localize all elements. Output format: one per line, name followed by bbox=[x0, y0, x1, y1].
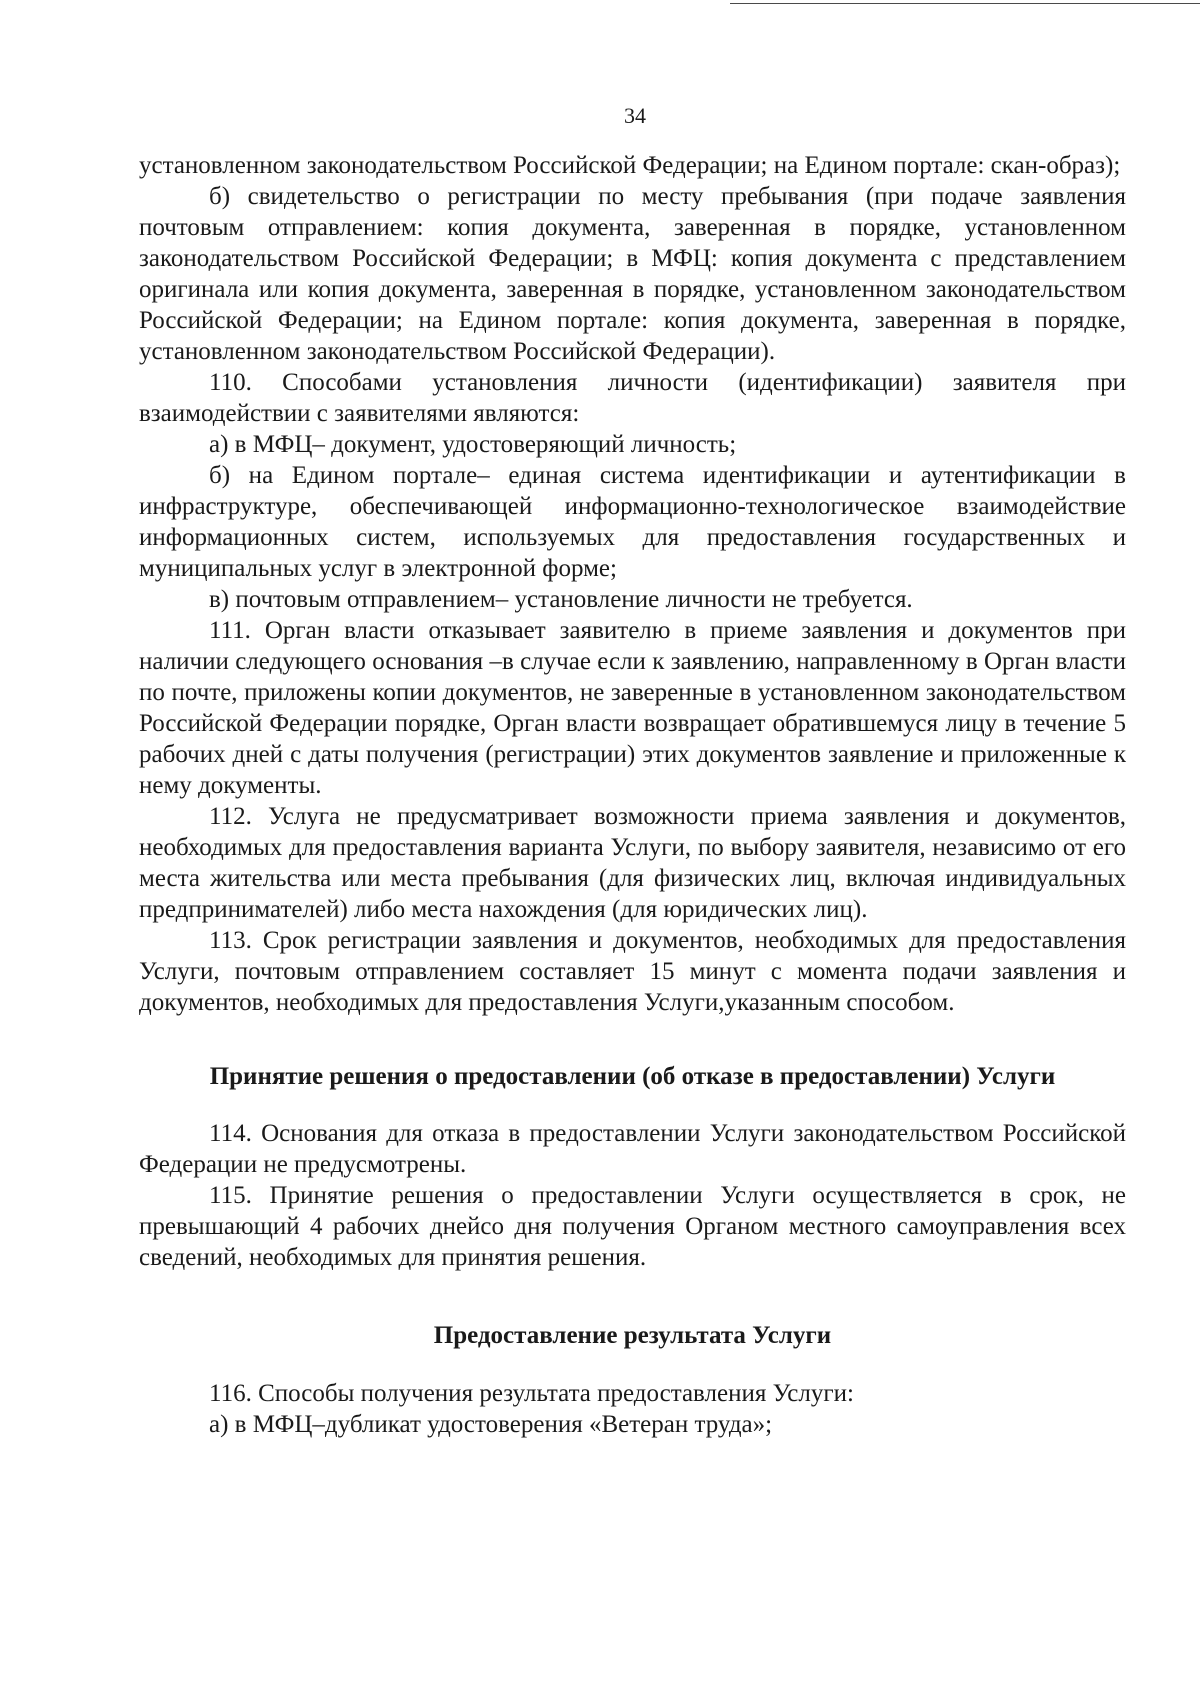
page-number: 34 bbox=[624, 103, 646, 128]
paragraph-111: 111. Орган власти отказывает заявителю в приеме заявления и документов при наличии следующего основания –в случае если к заявлению, направленному в Орган власти по почте, приложены копии документов, не заверенные в установленном законодательством Российской Федерации порядке, Орган власти возвращает обратившемуся лицу в течение 5 рабочих дней с даты получения (регистрации) этих документов заявление и приложенные к нему документы. bbox=[139, 617, 1126, 799]
paragraph-continuation: установленном законодательством Российской Федерации; на Едином портале: скан-образ); bbox=[139, 152, 1121, 179]
section-mid bbox=[139, 1118, 1126, 1273]
document-body bbox=[139, 150, 1126, 1440]
paragraph-110-a: а) в МФЦ– документ, удостоверяющий личность; bbox=[209, 431, 737, 458]
paragraph-item-b-residence: б) свидетельство о регистрации по месту пребывания (при подаче заявления почтовым отправлением: копия документа, заверенная в порядке, установленном законодательством Российской Федерации; в МФЦ: копия документа с представлением оригинала или копия документа, заверенная в порядке, установленном законодательством Российской Федерации; на Едином портале: копия документа, заверенная в порядке, установленном законодательством Российской Федерации). bbox=[139, 183, 1126, 365]
paragraph-112: 112. Услуга не предусматривает возможности приема заявления и документов, необходимых для предоставления варианта Услуги, по выбору заявителя, независимо от его места жительства или места пребывания (для физических лиц, включая индивидуальных предпринимателей) либо места нахождения (для юридических лиц). bbox=[139, 803, 1126, 923]
section-heading-result: Предоставление результата Услуги bbox=[433, 1322, 832, 1349]
paragraph-110-c: в) почтовым отправлением– установление личности не требуется. bbox=[209, 586, 913, 613]
paragraph-110: 110. Способами установления личности (идентификации) заявителя при взаимодействии с заявителями являются: bbox=[139, 369, 1126, 427]
paragraph-113: 113. Срок регистрации заявления и документов, необходимых для предоставления Услуги, почтовым отправлением составляет 15 минут с момента подачи заявления и документов, необходимых для предоставления Услуги,указанным способом. bbox=[139, 927, 1126, 1016]
section-heading-decision: Принятие решения о предоставлении (об отказе в предоставлении) Услуги bbox=[209, 1063, 1056, 1090]
section-top bbox=[139, 150, 1126, 1018]
paragraph-116-a: а) в МФЦ–дубликат удостоверения «Ветеран труда»; bbox=[209, 1411, 773, 1438]
paragraph-115: 115. Принятие решения о предоставлении Услуги осуществляется в срок, не превышающий 4 рабочих днейсо дня получения Органом местного самоуправления всех сведений, необходимых для принятия решения. bbox=[139, 1182, 1126, 1271]
paragraph-114: 114. Основания для отказа в предоставлении Услуги законодательством Российской Федерации не предусмотрены. bbox=[139, 1120, 1126, 1178]
paragraph-116: 116. Способы получения результата предоставления Услуги: bbox=[209, 1380, 854, 1407]
paragraph-110-b: б) на Едином портале– единая система идентификации и аутентификации в инфраструктуре, обеспечивающей информационно-технологическое взаимодействие информационных систем, используемых для предоставления государственных и муниципальных услуг в электронной форме; bbox=[139, 462, 1126, 582]
section-bottom bbox=[139, 1378, 1126, 1440]
